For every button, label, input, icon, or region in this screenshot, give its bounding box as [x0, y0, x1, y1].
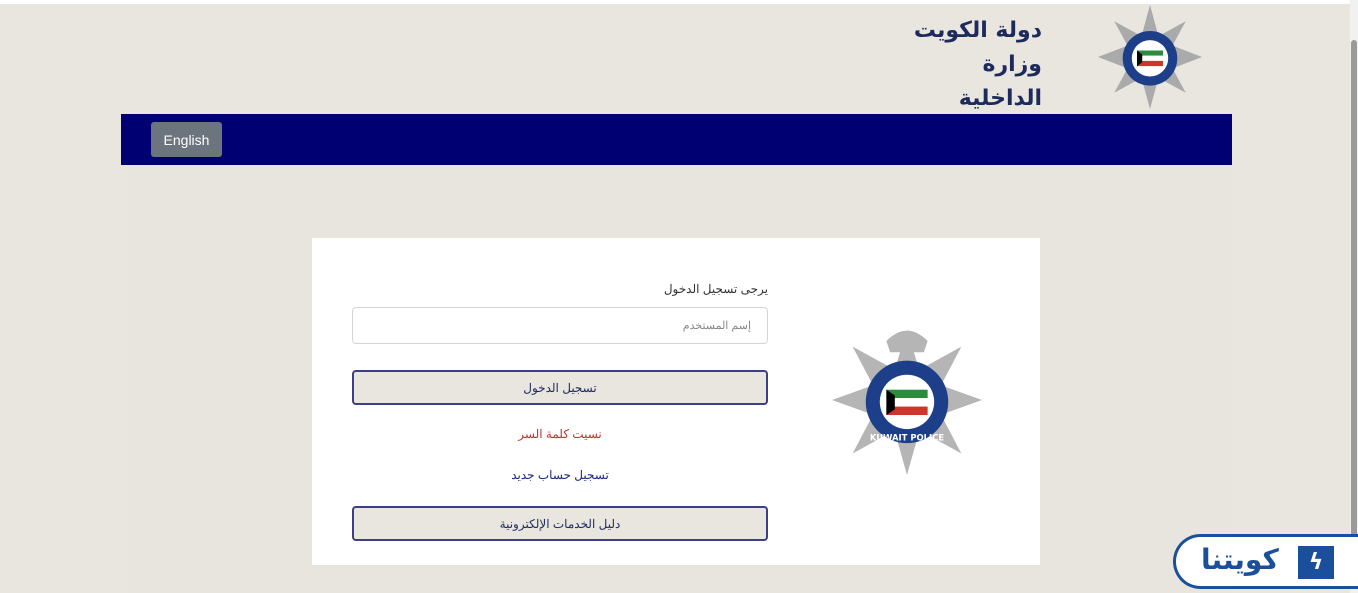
kuwait-police-logo-icon: [1095, 5, 1205, 109]
lightning-icon: ϟ: [1298, 546, 1334, 579]
site-title: [900, 14, 1042, 116]
username-input[interactable]: [352, 307, 768, 344]
login-card: [312, 238, 1040, 565]
services-guide-button[interactable]: دليل الخدمات الإلكترونية: [352, 506, 768, 541]
watermark-text: كويتنا: [1201, 543, 1279, 576]
login-prompt: يرجى تسجيل الدخول: [663, 282, 768, 296]
register-link[interactable]: تسجيل حساب جديد: [511, 468, 609, 482]
login-button[interactable]: تسجيل الدخول: [352, 370, 768, 405]
ministry-name: وزارة الداخلية: [958, 52, 1042, 111]
top-navbar: [121, 114, 1232, 165]
country-name: دولة الكويت: [913, 18, 1042, 43]
forgot-password-link[interactable]: نسيت كلمة السر: [518, 427, 602, 441]
svg-text:KUWAIT POLICE: KUWAIT POLICE: [869, 432, 945, 443]
top-strip: [0, 0, 1358, 4]
english-language-button[interactable]: English: [151, 122, 222, 157]
kuwait-police-emblem-icon: [832, 320, 982, 480]
scrollbar-thumb[interactable]: [1351, 40, 1357, 580]
watermark-logo: [1173, 534, 1358, 589]
